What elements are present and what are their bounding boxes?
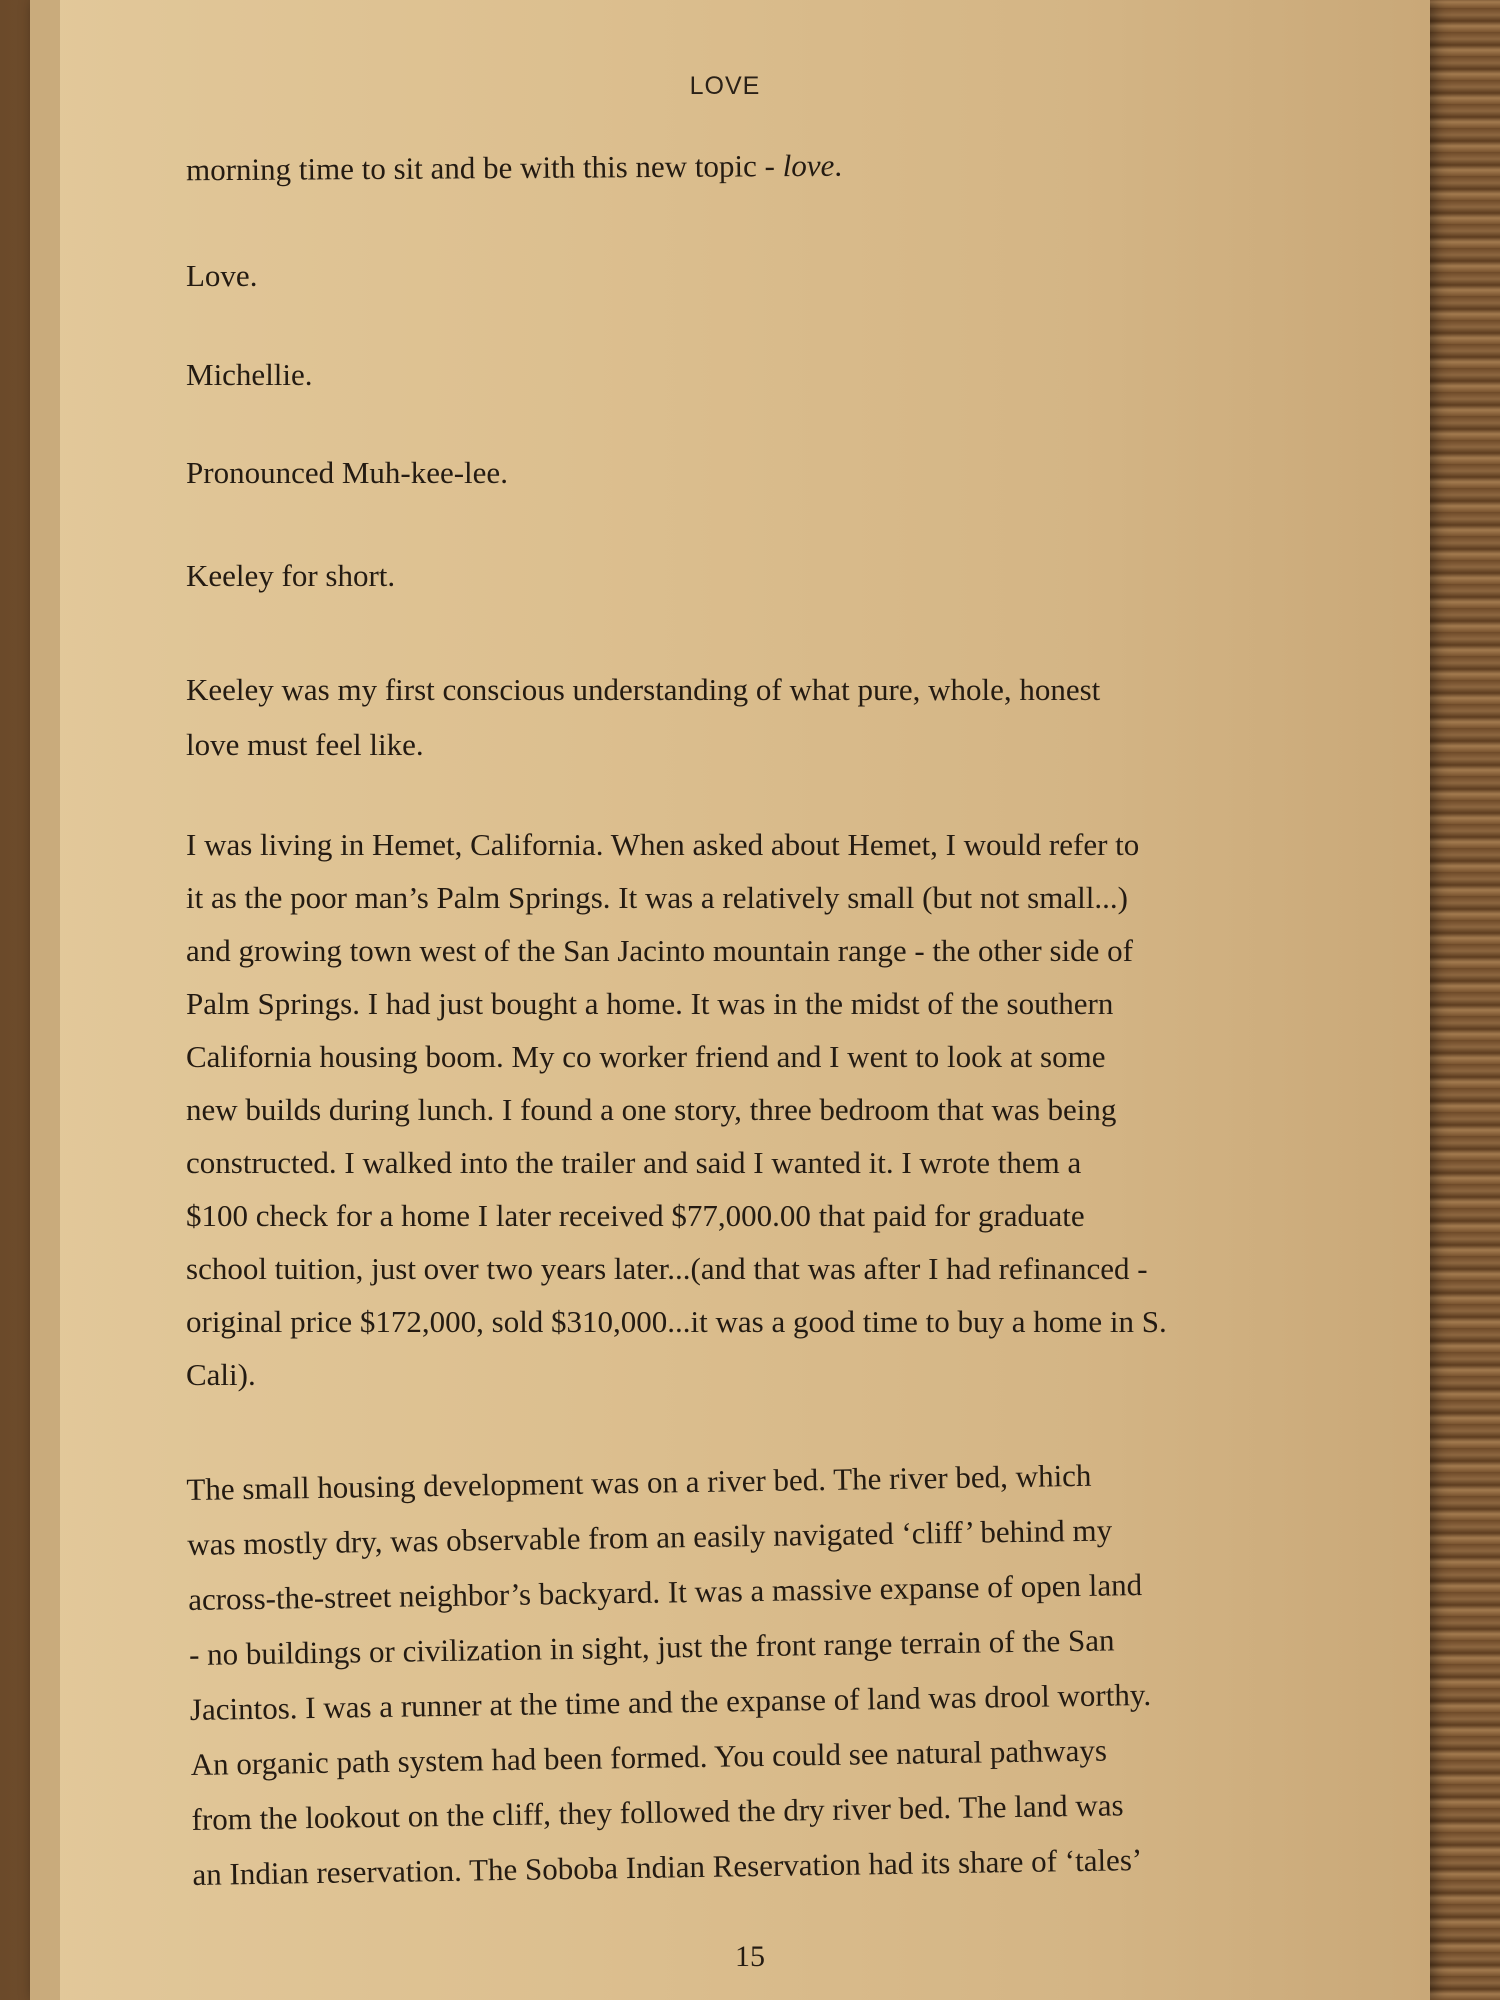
text-line: and growing town west of the San Jacinto mountain range - the other side of	[186, 933, 1133, 968]
text-line: Michellie.	[186, 357, 313, 392]
text-line: love must feel like.	[186, 727, 424, 762]
text-line: it as the poor man’s Palm Springs. It was a relatively small (but not small...)	[186, 880, 1128, 915]
paragraph	[186, 1447, 1154, 1902]
text-line: across-the-street neighbor’s backyard. It was a massive expanse of open land	[187, 1566, 1143, 1617]
text-line: school tuition, just over two years later...(and that was after I had refinanced -	[186, 1251, 1148, 1286]
text-line: new builds during lunch. I found a one story, three bedroom that was being	[186, 1092, 1117, 1127]
text-line: - no buildings or civilization in sight, just the front range terrain of the San	[188, 1622, 1115, 1672]
text-line: I was living in Hemet, California. When asked about Hemet, I would refer to	[186, 827, 1140, 862]
text-line: Palm Springs. I had just bought a home. It was in the midst of the southern	[186, 986, 1114, 1021]
text-line: Keeley was my first conscious understanding of what pure, whole, honest	[186, 672, 1101, 707]
text-line: was mostly dry, was observable from an easily navigated ‘cliff’ behind my	[187, 1512, 1113, 1562]
text-line: constructed. I walked into the trailer and said I wanted it. I wrote them a	[186, 1145, 1082, 1180]
italic-word: love	[782, 147, 835, 184]
text-line: Jacintos. I was a runner at the time and the expanse of land was drool worthy.	[189, 1676, 1152, 1727]
text-span: .	[834, 147, 843, 183]
text-line: an Indian reservation. The Soboba Indian Reservation had its share of ‘tales’	[192, 1842, 1143, 1892]
book-page	[30, 0, 1430, 2000]
running-header: LOVE	[689, 72, 761, 100]
text-line: $100 check for a home I later received $77,000.00 that paid for graduate	[186, 1198, 1085, 1233]
text-span: morning time to sit and be with this new topic -	[185, 148, 783, 188]
text-line: original price $172,000, sold $310,000...it was a good time to buy a home in S.	[186, 1304, 1167, 1339]
paragraph	[186, 818, 1167, 1401]
text-line: California housing boom. My co worker friend and I went to look at some	[186, 1039, 1106, 1074]
page-number: 15	[735, 1940, 765, 1973]
text-line	[186, 148, 842, 189]
text-line: Love.	[186, 258, 258, 293]
paragraph	[186, 662, 1100, 772]
text-line: Keeley for short.	[186, 558, 396, 593]
text-line: Pronounced Muh-kee-lee.	[186, 455, 508, 490]
text-line: The small housing development was on a river bed. The river bed, which	[186, 1457, 1092, 1507]
text-line: Cali).	[186, 1357, 256, 1392]
text-line: from the lookout on the cliff, they followed the dry river bed. The land was	[191, 1787, 1124, 1837]
text-line: An organic path system had been formed. You could see natural pathways	[190, 1732, 1108, 1782]
page-edge	[30, 0, 60, 2000]
